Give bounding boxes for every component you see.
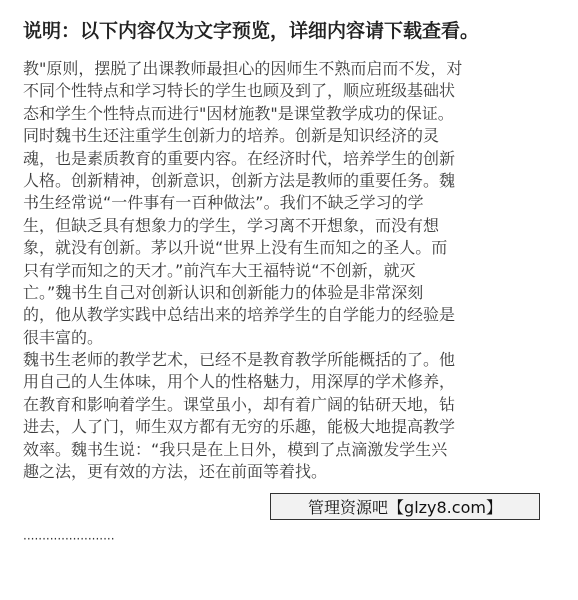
text-line: 书生经常说“一件事有一百种做法”。我们不缺乏学习的学 [23, 193, 424, 213]
text-line: 人格。创新精神，创新意识，创新方法是教师的重要任务。魏 [23, 170, 456, 190]
text-line: 效率。魏书生说：“我只是在上日外，模到了点滴激发学生兴 [23, 439, 448, 459]
document-body [23, 58, 553, 483]
text-line: 同时魏书生还注重学生创新力的培养。创新是知识经济的灵 [23, 126, 440, 146]
text-line: 用自己的人生体味，用个人的性格魅力，用深厚的学术修养， [23, 372, 456, 392]
text-line: 趣之法，更有效的方法，还在前面等着找。 [23, 462, 328, 482]
text-line: 亡。”魏书生自己对创新认识和创新能力的体验是非常深刻 [23, 282, 424, 302]
text-line: 在教育和影响着学生。课堂虽小，却有着广阔的钻研天地，钻 [23, 394, 456, 414]
text-line: 魂，也是素质教育的重要内容。在经济时代，培养学生的创新 [23, 148, 456, 168]
ellipsis-dots: ························ [23, 532, 115, 546]
text-line: 的，他从教学实践中总结出来的培养学生的自学能力的经验是 [23, 305, 456, 325]
preview-notice: 说明：以下内容仅为文字预览，详细内容请下载查看。 [23, 20, 480, 42]
text-line: 不同个性特点和学习特长的学生也顾及到了，顺应班级基础状 [23, 81, 456, 101]
text-line: 只有学而知之的天才。”前汽车大王福特说“不创新，就灭 [23, 260, 416, 280]
text-line: 教"原则，摆脱了出课教师最担心的因师生不熟而启而不发，对 [23, 59, 463, 78]
text-line: 魏书生老师的教学艺术，已经不是教育教学所能概括的了。他 [23, 350, 456, 370]
text-line: 象，就没有创新。茅以升说“世界上没有生而知之的圣人。而 [23, 238, 448, 258]
text-line: 态和学生个性特点而进行"因材施教"是课堂教学成功的保证。 [23, 103, 454, 123]
text-line: 很丰富的。 [23, 327, 104, 347]
site-watermark: 管理资源吧【glzy8.com】 [270, 493, 540, 520]
text-line: 进去，人了门，师生双方都有无穷的乐趣，能极大地提高教学 [23, 417, 456, 437]
text-line: 生，但缺乏具有想象力的学生，学习离不开想象，而没有想 [23, 215, 440, 235]
